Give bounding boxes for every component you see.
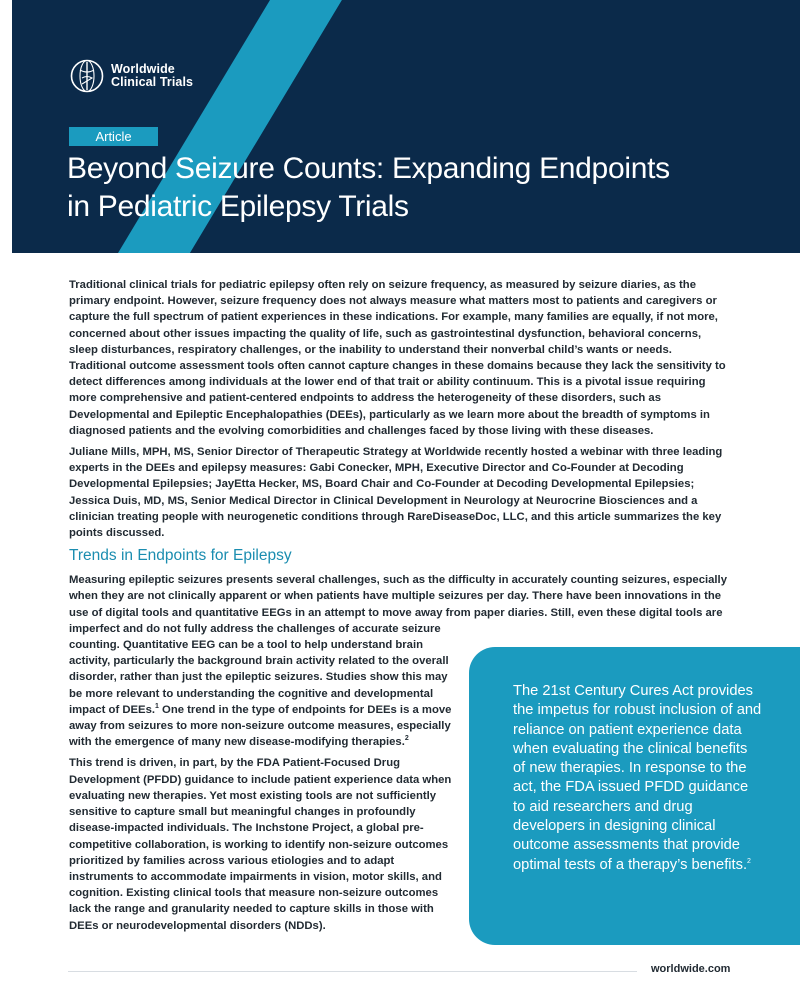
pull-quote-text: The 21st Century Cures Act provides the impetus for robust inclusion of and reliance on patient experience data when evaluating the clinical benefits of new therapies. In response to the act, the FDA issued PFDD guidance to aid researchers and drug developers in designing clinical outcome assessments that provide optimal tests of a therapy’s benefits. (513, 683, 762, 873)
section-paragraph-1-continued (69, 621, 457, 751)
pull-quote (513, 682, 763, 875)
section-paragraph-1-body: imperfect and do not fully address the challenges of accurate seizure counting. Quantitative EEG can be a tool to help understand brain activity, particularly the background brain activity related to the overall disorder, rather than just the epileptic seizures. Studies show this may be more relevant to understanding the cognitive and developmental impact of DEEs. (69, 622, 449, 716)
header-banner (12, 0, 800, 253)
section-paragraph-1 (69, 572, 729, 621)
brand-name-line1: Worldwide (111, 62, 175, 76)
footer-divider (68, 971, 637, 972)
article-badge: Article (69, 127, 158, 146)
brand-name-line2: Clinical Trials (111, 75, 194, 89)
pull-quote-reference: 2 (747, 857, 751, 865)
reference-marker-2: 2 (404, 735, 409, 743)
brand-name (111, 63, 193, 89)
section-paragraph-1-tail: One trend in the type of endpoints for DEEs is a move away from seizures to more non-seizure outcome measures, especially with the emergence of many new disease-modifying therapies. (69, 703, 452, 749)
pull-quote-box (469, 647, 800, 945)
globe-caduceus-icon (69, 58, 105, 94)
section-heading: Trends in Endpoints for Epilepsy (69, 547, 292, 565)
reference-marker-1: 1 (155, 703, 159, 711)
wrapped-column (69, 621, 457, 934)
footer-website-link[interactable]: worldwide.com (651, 963, 731, 975)
article-title-line1: Beyond Seizure Counts: Expanding Endpoints (67, 152, 670, 185)
intro-paragraph-1: Traditional clinical trials for pediatric epilepsy often rely on seizure frequency, as measured by seizure diaries, as the primary endpoint. However, seizure frequency does not always measure what matters most to patients and caregivers or capture the full spectrum of patient experiences in these indications. For example, many families are equally, if not more, concerned about other issues impacting the quality of life, such as gastrointestinal dysfunction, behavioral concerns, sleep disturbances, respiratory challenges, or the inability to understand their nonverbal child’s wants or needs. Traditional outcome assessment tools often cannot capture changes in these domains because they lack the sensitivity to detect differences among individuals at the lower end of that trait or ability continuum. This is a pivotal issue requiring more comprehensive and patient-centered endpoints to address the heterogeneity of these disorders, such as Developmental and Epileptic Encephalopathies (DEEs), particularly as we learn more about the breadth of symptoms in diagnosed patients and the evolving comorbidities and challenges faced by those living with these diseases. (69, 279, 726, 437)
intro-paragraph-2: Juliane Mills, MPH, MS, Senior Director of Therapeutic Strategy at Worldwide recently hosted a webinar with three leading experts in the DEEs and epilepsy measures: Gabi Conecker, MPH, Executive Director and Co-Founder at Decoding Developmental Epilepsies; JayEtta Hecker, MS, Board Chair and Co-Founder at Decoding Developmental Epilepsies; Jessica Duis, MD, MS, Senior Medical Director in Clinical Development in Neurology at Neurocrine Biosciences and a clinician treating people with neurogenetic conditions through RareDiseaseDoc, LLC, and this article summarizes the key points discussed. (69, 446, 723, 540)
brand-logo[interactable] (69, 58, 193, 94)
article-title (67, 150, 767, 226)
article-title-line2: in Pediatric Epilepsy Trials (67, 190, 409, 223)
section-paragraph-2: This trend is driven, in part, by the FDA Patient-Focused Drug Development (PFDD) guidance to include patient experience data when evaluating new therapies. Yet most existing tools are not sufficiently sensitive to capture small but meaningful changes in profoundly disease-impacted individuals. The Inchstone Project, a global pre-competitive collaboration, is working to identify non-seizure outcomes prioritized by families across various etiologies and to adapt instruments to accommodate impairments in vision, motor skills, and cognition. Existing clinical tools that measure non-seizure outcomes lack the range and granularity needed to capture skills in those with DEEs or neurodevelopmental disorders (NDDs). (69, 757, 452, 932)
section-paragraph-1-intro: Measuring epileptic seizures presents several challenges, such as the difficulty in accurately counting seizures, especially when they are not clinically apparent or when patients have multiple seizures per day. There have been innovations in the use of digital tools and quantitative EEGs in an attempt to move away from paper diaries. Still, even these digital tools are (69, 574, 727, 619)
